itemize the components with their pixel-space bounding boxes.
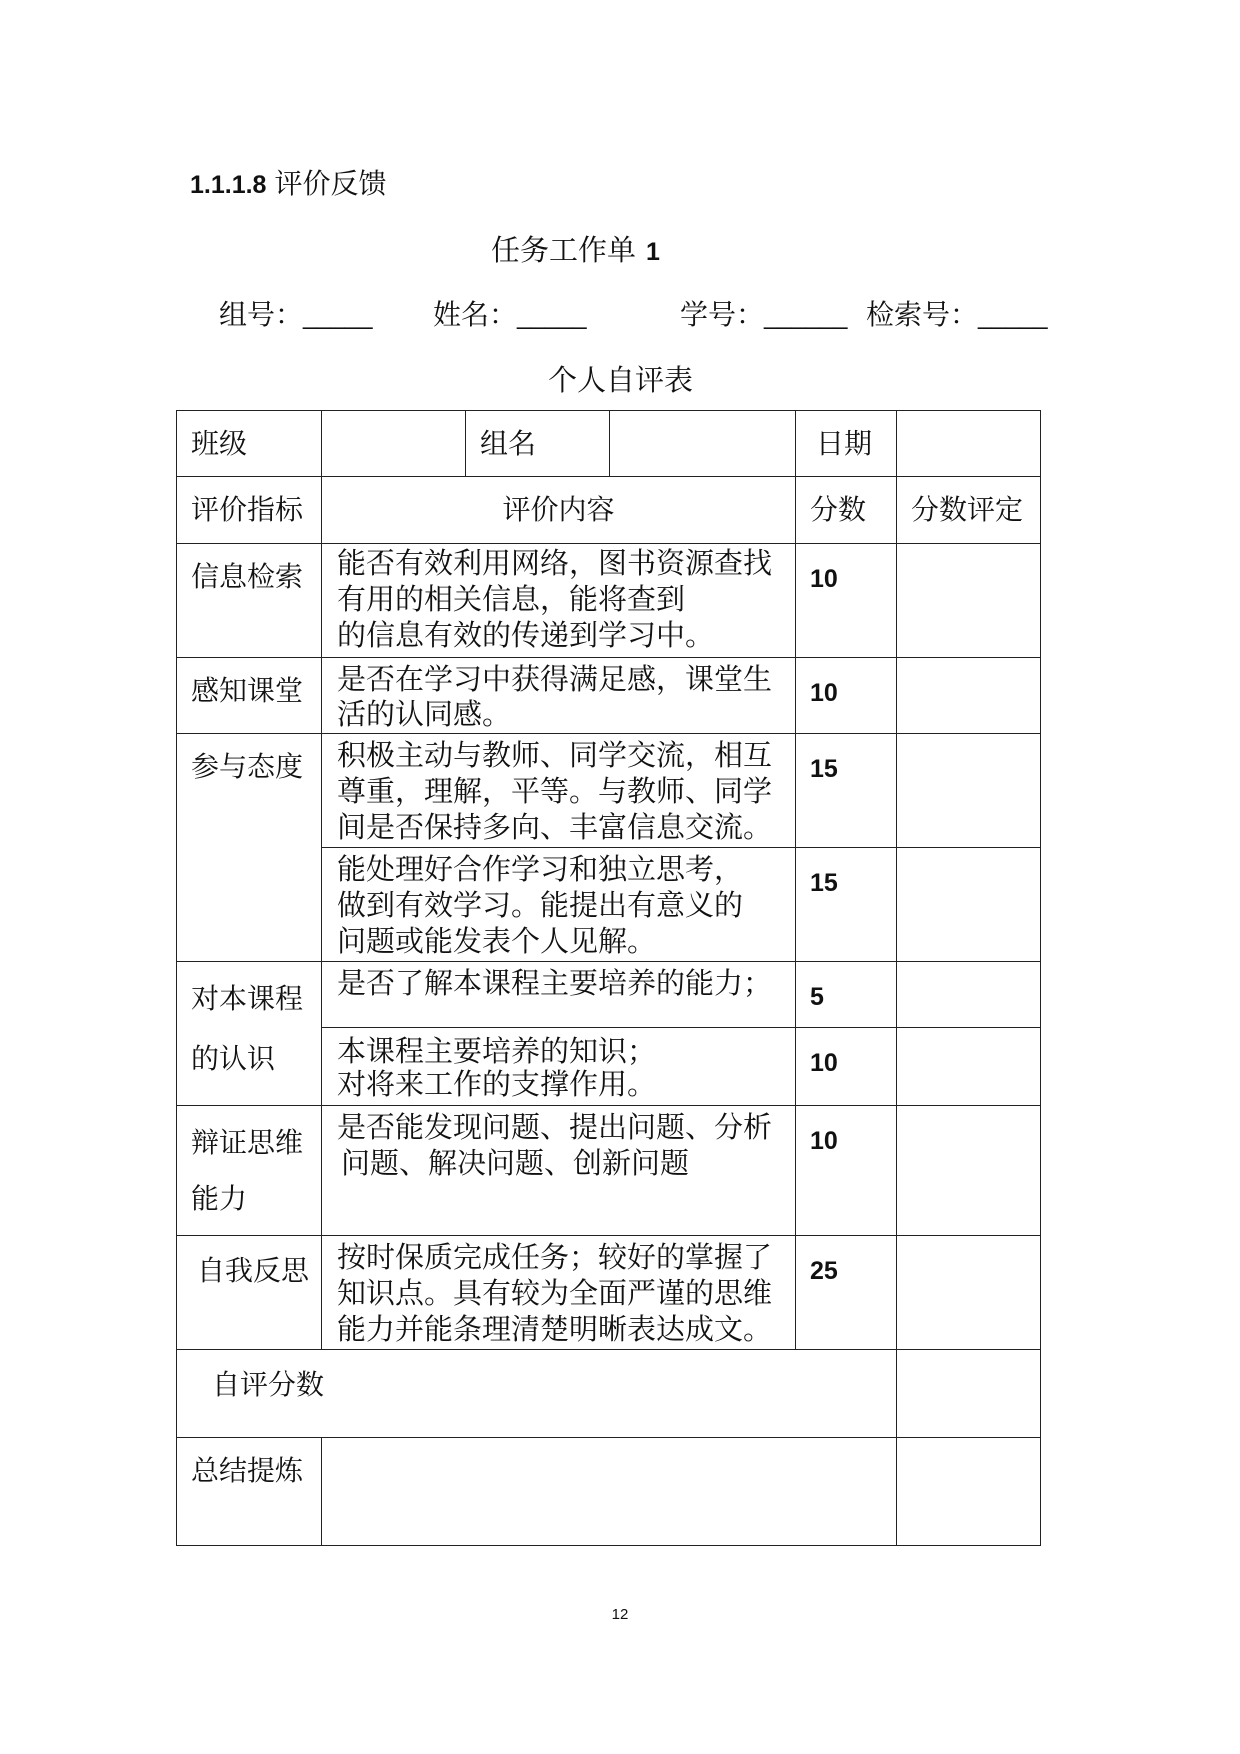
summary-content-cell: [322, 1438, 897, 1546]
self-score-label-cell: [177, 1350, 897, 1438]
indicator-label-line: 能力: [191, 1182, 248, 1215]
score-value: 10: [810, 1049, 838, 1077]
header-score: 分数: [796, 477, 897, 544]
content-cell: [322, 848, 796, 962]
self-evaluation-table: [176, 410, 1041, 1546]
content-line: 能否有效利用网络，图书资源查找: [337, 546, 773, 580]
content-line: 问题、解决问题、创新问题: [341, 1146, 690, 1180]
field-blank: _____: [517, 302, 587, 330]
content-line: 积极主动与教师、同学交流，相互: [337, 738, 773, 772]
content-cell: [322, 1028, 796, 1106]
indicator-label: 参与态度: [191, 750, 304, 783]
worksheet-number: 1: [646, 238, 660, 266]
indicator-label-line: 辩证思维: [191, 1126, 304, 1159]
score-value: 25: [810, 1257, 838, 1285]
page-number: 12: [611, 1606, 629, 1623]
header-row: [177, 477, 1041, 544]
indicator-label-line: 对本课程: [191, 982, 304, 1015]
header-rating: 分数评定: [897, 477, 1041, 544]
score-cell: [796, 658, 897, 734]
content-line: 按时保质完成任务；较好的掌握了: [337, 1240, 773, 1274]
indicator-cell: [177, 962, 322, 1106]
indicator-label: 自我反思: [197, 1254, 310, 1287]
field-blank: _____: [303, 302, 373, 330]
date-label: 日期: [796, 411, 897, 477]
field-blank: _____: [978, 302, 1048, 330]
content-cell: [322, 1106, 796, 1236]
self-score-value-cell: [897, 1350, 1041, 1438]
summary-label: 总结提炼: [191, 1454, 304, 1487]
content-line: 本课程主要培养的知识；: [337, 1034, 657, 1068]
self-score-label: 自评分数: [212, 1368, 325, 1401]
score-value: 10: [810, 1127, 838, 1155]
rating-cell: [897, 658, 1041, 734]
summary-row: [177, 1438, 1041, 1546]
content-line: 是否在学习中获得满足感，课堂生: [337, 662, 773, 696]
content-cell: [322, 658, 796, 734]
criterion-row: [177, 734, 1041, 848]
indicator-label-line: 的认识: [191, 1042, 276, 1075]
class-label: 班级: [177, 411, 322, 477]
summary-score-cell: [897, 1438, 1041, 1546]
indicator-label: 感知课堂: [191, 674, 304, 707]
section-heading: [190, 167, 386, 201]
field-name: [433, 297, 587, 333]
content-line: 做到有效学习。能提出有意义的: [337, 888, 744, 922]
indicator-cell: [177, 734, 322, 962]
content-line: 能力并能条理清楚明晰表达成文。: [337, 1312, 773, 1346]
criterion-row: [177, 1106, 1041, 1236]
score-cell: [796, 734, 897, 848]
content-cell: [322, 734, 796, 848]
header-content: 评价内容: [322, 477, 796, 544]
field-blank: ______: [764, 302, 848, 330]
score-cell: [796, 1236, 897, 1350]
indicator-label: 信息检索: [191, 560, 304, 593]
score-cell: [796, 848, 897, 962]
score-cell: [796, 544, 897, 658]
rating-cell: [897, 1028, 1041, 1106]
field-group-number: [219, 297, 373, 333]
field-index-number: [866, 297, 1048, 333]
field-label: 组号：: [219, 298, 304, 331]
criterion-row: [177, 1236, 1041, 1350]
score-cell: [796, 962, 897, 1028]
date-value-cell: [897, 411, 1041, 477]
group-name-value-cell: [610, 411, 796, 477]
criterion-row: [177, 658, 1041, 734]
content-line: 的信息有效的传递到学习中。: [337, 618, 715, 652]
content-cell: [322, 962, 796, 1028]
summary-label-cell: [177, 1438, 322, 1546]
content-line: 知识点。具有较为全面严谨的思维: [337, 1276, 773, 1310]
score-value: 15: [810, 755, 838, 783]
section-number: 1.1.1.8: [190, 171, 267, 199]
worksheet-title: [491, 232, 660, 268]
info-row: [177, 411, 1041, 477]
class-value-cell: [322, 411, 466, 477]
indicator-cell: [177, 658, 322, 734]
rating-cell: [897, 544, 1041, 658]
indicator-cell: [177, 544, 322, 658]
section-title: 评价反馈: [274, 167, 387, 200]
rating-cell: [897, 1106, 1041, 1236]
content-line: 对将来工作的支撑作用。: [337, 1067, 657, 1101]
field-label: 学号：: [680, 298, 765, 331]
score-cell: [796, 1106, 897, 1236]
score-cell: [796, 1028, 897, 1106]
field-label: 检索号：: [866, 298, 979, 331]
indicator-cell: [177, 1236, 322, 1350]
content-line: 间是否保持多向、丰富信息交流。: [337, 810, 773, 844]
field-label: 姓名：: [433, 298, 518, 331]
table-title: 个人自评表: [548, 363, 694, 397]
self-score-row: [177, 1350, 1041, 1438]
content-line: 问题或能发表个人见解。: [337, 924, 657, 958]
group-name-label: 组名: [466, 411, 610, 477]
content-cell: [322, 1236, 796, 1350]
content-cell: [322, 544, 796, 658]
rating-cell: [897, 962, 1041, 1028]
indicator-cell: [177, 1106, 322, 1236]
content-line: 能处理好合作学习和独立思考，: [337, 852, 744, 886]
criterion-row: [177, 544, 1041, 658]
score-value: 10: [810, 679, 838, 707]
header-indicator: 评价指标: [177, 477, 322, 544]
score-value: 10: [810, 565, 838, 593]
worksheet-title-text: 任务工作单: [491, 233, 637, 267]
content-line: 尊重，理解，平等。与教师、同学: [337, 774, 773, 808]
rating-cell: [897, 734, 1041, 848]
content-line: 活的认同感。: [337, 697, 512, 731]
content-line: 是否了解本课程主要培养的能力；: [337, 966, 773, 1000]
content-line: 有用的相关信息，能将查到: [337, 582, 686, 616]
rating-cell: [897, 848, 1041, 962]
score-value: 5: [810, 983, 824, 1011]
field-student-id: [680, 297, 847, 333]
criterion-row: [177, 962, 1041, 1028]
rating-cell: [897, 1236, 1041, 1350]
content-line: 是否能发现问题、提出问题、分析: [337, 1110, 773, 1144]
score-value: 15: [810, 869, 838, 897]
